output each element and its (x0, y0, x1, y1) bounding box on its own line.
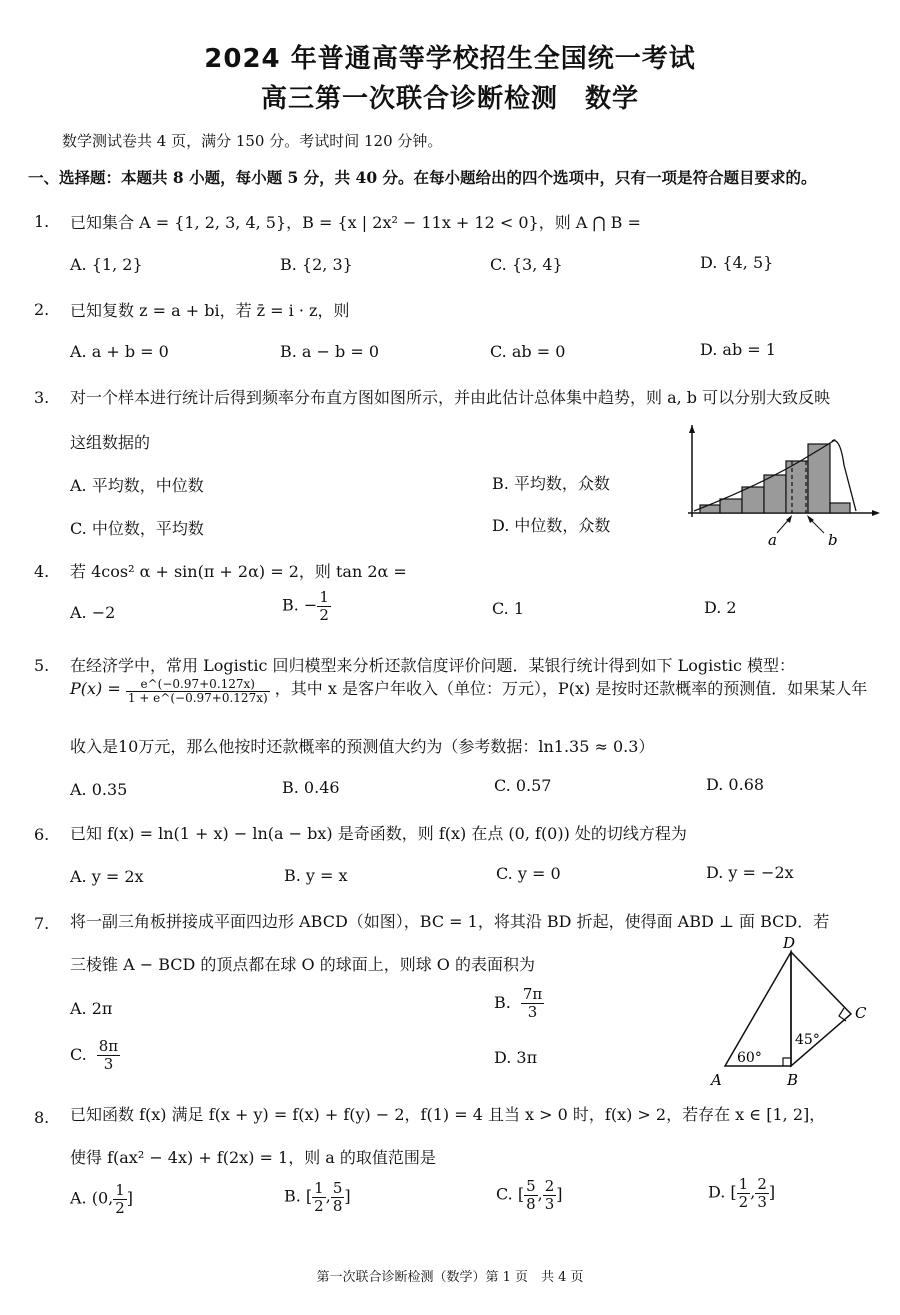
q8-text-line1: 已知函数 f(x) 满足 f(x + y) = f(x) + f(y) − 2，f(1) = 4 且当 x > 0 时，f(x) > 2，若存在 x ∈ [1, 2]， (70, 1105, 826, 1124)
q7-option-c-prefix: C. (70, 1044, 87, 1064)
q7-option-b-numerator: 7π (522, 985, 543, 1003)
vertex-C: C (855, 1004, 867, 1022)
q6-text: 已知 f(x) = ln(1 + x) − ln(a − bx) 是奇函数，则 f(x) 在点 (0, f(0)) 处的切线方程为 (70, 824, 687, 843)
q8-option-d-comma: , (750, 1182, 756, 1202)
q7-option-b-fraction (521, 986, 544, 1020)
q4-option-b-fraction (317, 589, 331, 623)
q8-option-c-fraction-1 (524, 1178, 538, 1212)
q8-option-c[interactable] (496, 1178, 563, 1212)
q8-text-line2: 使得 f(ax² − 4x) + f(2x) = 1，则 a 的取值范围是 (70, 1148, 436, 1167)
q4-option-b[interactable] (282, 589, 331, 623)
q2-text: 已知复数 z = a + bi，若 z̄ = i · z，则 (70, 301, 350, 320)
q2-number: 2. (34, 300, 50, 319)
angle-60-label: 60° (737, 1050, 762, 1066)
q1-option-b[interactable]: B. {2, 3} (280, 255, 353, 274)
q8-option-b-fraction-1 (312, 1180, 326, 1214)
q4-option-b-numerator: 1 (319, 588, 329, 606)
q7-option-b[interactable] (494, 986, 544, 1020)
q3-option-b[interactable]: B. 平均数，众数 (492, 474, 610, 493)
vertex-B: B (787, 1071, 799, 1089)
q8-option-b-numerator-1: 1 (314, 1179, 324, 1197)
histogram-label-b: b (828, 531, 838, 549)
q4-option-b-denominator: 2 (319, 605, 329, 624)
q8-option-a-prefix: A. (0, (70, 1188, 114, 1208)
q2-option-b[interactable]: B. a − b = 0 (280, 342, 380, 361)
q8-option-c-suffix: ] (556, 1184, 563, 1204)
q2-option-d[interactable]: D. ab = 1 (700, 340, 776, 359)
q3-option-c[interactable]: C. 中位数，平均数 (70, 519, 204, 538)
q8-option-c-denominator-1: 8 (526, 1194, 536, 1213)
q8-option-d-numerator-1: 1 (738, 1175, 749, 1193)
q8-option-a[interactable] (70, 1182, 133, 1216)
q7-option-b-denominator: 3 (527, 1002, 538, 1021)
q7-option-c-denominator: 3 (103, 1054, 114, 1073)
q8-option-b-denominator-2: 8 (332, 1196, 343, 1215)
q7-option-c[interactable] (70, 1038, 120, 1072)
q7-option-c-fraction (97, 1038, 120, 1072)
q8-option-a-denominator: 2 (115, 1198, 125, 1217)
q5-number: 5. (34, 656, 50, 675)
q8-option-d-fraction-1 (737, 1176, 751, 1210)
q5-text-line3: 收入是10万元，那么他按时还款概率的预测值大约为（参考数据：ln1.35 ≈ 0.3） (70, 737, 655, 756)
q8-option-c-prefix: C. [ (496, 1184, 525, 1204)
q8-option-c-numerator-2: 2 (544, 1177, 555, 1195)
exam-intro: 数学测试卷共 4 页，满分 150 分。考试时间 120 分钟。 (62, 132, 443, 150)
q3-option-a[interactable]: A. 平均数，中位数 (70, 476, 204, 495)
q7-text-line1: 将一副三角板拼接成平面四边形 ABCD（如图），BC = 1，将其沿 BD 折起，使得面 ABD ⊥ 面 BCD．若 (70, 912, 830, 931)
q8-option-c-fraction-2 (543, 1178, 557, 1212)
exam-title-line2: 高三第一次联合诊断检测 数学 (260, 84, 639, 114)
q4-option-b-prefix: B. − (282, 595, 318, 615)
q3-option-d[interactable]: D. 中位数，众数 (492, 516, 611, 535)
q4-number: 4. (34, 562, 50, 581)
q8-option-b-suffix: ] (344, 1186, 351, 1206)
q8-option-b-comma: , (325, 1186, 331, 1206)
q4-option-c[interactable]: C. 1 (492, 599, 525, 618)
q5-text-line2: ，其中 x 是客户年收入（单位：万元），P(x) 是按时还款概率的预测值．如果某人年 (274, 679, 868, 699)
q8-option-d-numerator-2: 2 (757, 1175, 767, 1193)
q5-formula-line (70, 678, 867, 705)
q5-formula-numerator: e^(−0.97+0.127x) (126, 678, 270, 692)
q6-option-b[interactable]: B. y = x (284, 866, 348, 885)
histogram-label-a: a (768, 531, 777, 549)
q1-number: 1. (34, 212, 50, 231)
q3-number: 3. (34, 388, 50, 407)
q6-option-a[interactable]: A. y = 2x (70, 867, 144, 886)
q8-option-a-fraction (113, 1182, 127, 1216)
q8-option-b-numerator-2: 5 (332, 1179, 343, 1197)
q7-number: 7. (34, 914, 50, 933)
q5-formula-fraction (126, 678, 270, 705)
q3-text-line1: 对一个样本进行统计后得到频率分布直方图如图所示，并由此估计总体集中趋势，则 a, b 可以分别大致反映 (70, 388, 831, 407)
exam-title-line1: 2024 年普通高等学校招生全国统一考试 (204, 44, 696, 74)
histogram-figure (680, 425, 885, 550)
q8-option-b-denominator-1: 2 (314, 1196, 324, 1215)
q7-option-c-numerator: 8π (98, 1037, 119, 1055)
q8-option-b[interactable] (284, 1180, 351, 1214)
section-heading: 一、选择题：本题共 8 小题，每小题 5 分，共 40 分。在每小题给出的四个选项中，只有一项是符合题目要求的。 (28, 168, 817, 187)
q5-text-line1: 在经济学中，常用 Logistic 回归模型来分析还款信度评价问题．某银行统计得到如下 Logistic 模型： (70, 656, 796, 675)
q5-option-a[interactable]: A. 0.35 (70, 780, 128, 799)
q5-formula-denominator: 1 + e^(−0.97+0.127x) (127, 691, 268, 706)
q5-option-d[interactable]: D. 0.68 (706, 775, 765, 794)
q8-option-d-fraction-2 (755, 1176, 769, 1210)
quadrilateral-figure (705, 932, 885, 1092)
q6-option-c[interactable]: C. y = 0 (496, 864, 561, 883)
q7-option-b-prefix: B. (494, 992, 511, 1012)
vertex-D: D (783, 934, 796, 952)
q8-option-a-suffix: ] (126, 1188, 134, 1208)
q5-formula-lhs: P(x) = (70, 679, 121, 699)
q7-option-a[interactable]: A. 2π (70, 999, 113, 1018)
q7-text-line2: 三棱锥 A − BCD 的顶点都在球 O 的球面上，则球 O 的表面积为 (70, 955, 536, 974)
q8-option-d-denominator-2: 3 (757, 1192, 767, 1211)
q6-number: 6. (34, 825, 50, 844)
q8-option-b-fraction-2 (331, 1180, 345, 1214)
q8-option-c-numerator-1: 5 (526, 1177, 536, 1195)
page-footer: 第一次联合诊断检测（数学）第 1 页 共 4 页 (316, 1270, 584, 1285)
q1-option-d[interactable]: D. {4, 5} (700, 253, 774, 272)
q4-option-d[interactable]: D. 2 (704, 598, 737, 617)
q5-option-b[interactable]: B. 0.46 (282, 778, 340, 797)
q8-option-c-denominator-2: 3 (544, 1194, 555, 1213)
q1-option-a[interactable]: A. {1, 2} (70, 255, 143, 274)
q3-text-line2: 这组数据的 (70, 433, 151, 452)
q5-option-c[interactable]: C. 0.57 (494, 776, 552, 795)
q7-option-d[interactable]: D. 3π (494, 1048, 538, 1067)
q8-option-d-denominator-1: 2 (738, 1192, 749, 1211)
q2-option-a[interactable]: A. a + b = 0 (70, 342, 169, 361)
vertex-A: A (711, 1071, 722, 1089)
q8-option-c-comma: , (537, 1184, 543, 1204)
q8-option-b-prefix: B. [ (284, 1186, 313, 1206)
q8-option-d[interactable] (708, 1176, 775, 1210)
q4-text: 若 4cos² α + sin(π + 2α) = 2，则 tan 2α = (70, 562, 407, 581)
angle-45-label: 45° (795, 1032, 820, 1048)
q8-option-a-numerator: 1 (115, 1181, 125, 1199)
q1-option-c[interactable]: C. {3, 4} (490, 255, 563, 274)
q1-text: 已知集合 A = {1, 2, 3, 4, 5}，B = {x | 2x² − 11x + 12 < 0}，则 A ⋂ B = (70, 213, 641, 232)
q8-number: 8. (34, 1108, 50, 1127)
q2-option-c[interactable]: C. ab = 0 (490, 342, 566, 361)
q8-option-d-suffix: ] (768, 1182, 776, 1202)
q4-option-a[interactable]: A. −2 (70, 603, 116, 622)
q6-option-d[interactable]: D. y = −2x (706, 863, 794, 882)
q8-option-d-prefix: D. [ (708, 1182, 737, 1202)
